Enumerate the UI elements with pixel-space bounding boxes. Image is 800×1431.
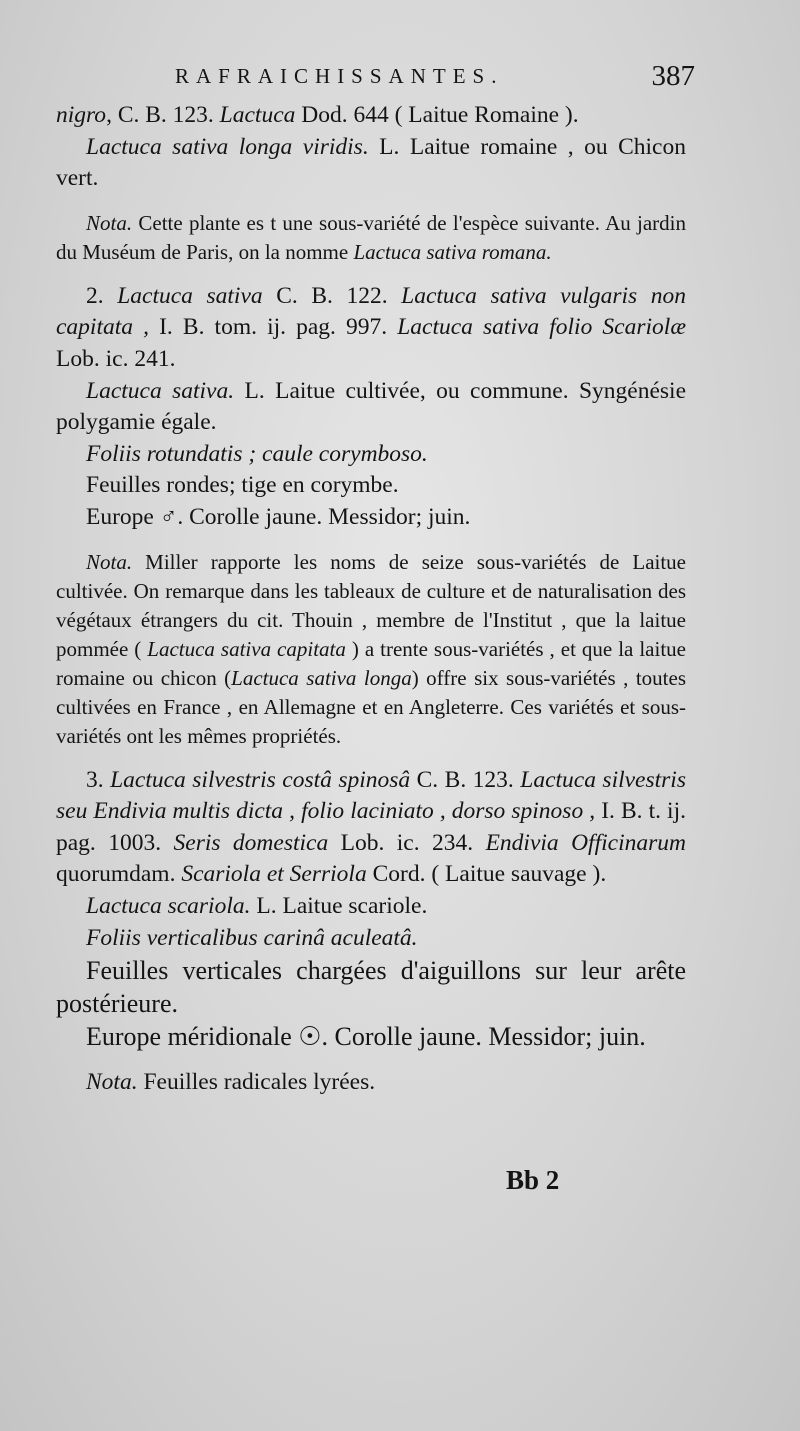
paragraph-2: Lactuca sativa longa viridis. L. Laitue romaine , ou Chicon vert.: [56, 133, 686, 192]
paragraph-14: Europe méridionale ☉. Corolle jaune. Messidor; juin.: [86, 1022, 646, 1052]
paragraph-5: Lactuca sativa. L. Laitue cultivée, ou commune. Syngénésie polygamie égale.: [56, 377, 686, 436]
running-head: RAFRAICHISSANTES.: [175, 64, 504, 88]
page-body: [56, 100, 686, 1099]
paragraph-12: Foliis verticalibus carinâ aculeatâ.: [86, 924, 418, 951]
page-number: 387: [651, 60, 695, 92]
paragraph-8: Europe ♂. Corolle jaune. Messidor; juin.: [86, 503, 471, 530]
paragraph-6: Foliis rotundatis ; caule corymboso.: [86, 440, 428, 467]
paragraph-1: nigro, C. B. 123. Lactuca Dod. 644 ( Laitue Romaine ).: [56, 102, 579, 128]
nota-3: Nota. Feuilles radicales lyrées.: [86, 1069, 376, 1096]
paragraph-13: Feuilles verticales chargées d'aiguillons sur leur arête postérieure.: [56, 956, 686, 1019]
entry-3: 3. Lactuca silvestris costâ spinosâ C. B. 123. Lactuca silvestris seu Endivia multis dicta , folio laciniato , dorso spinoso , I. B. t. ij. pag. 1003. Seris domestica Lob. ic. 234. Endivia Officinarum quorumdam. Scariola et Serriola Cord. ( Laitue sauvage ).: [56, 766, 686, 888]
nota-2: Nota. Miller rapporte les noms de seize sous-variétés de Laitue cultivée. On remarque dans les tableaux de culture et de naturalisation des végétaux étrangers du cit. Thouin , membre de l'Institut , que la laitue pommée ( Lactuca sativa capitata ) a trente sous-variétés , et que la laitue romaine ou chicon (Lactuca sativa longa) offre six sous-variétés , toutes cultivées en France , en Allemagne et en Angleterre. Ces variétés et sous-variétés ont les mêmes propriétés.: [56, 549, 686, 748]
paragraph-7: Feuilles rondes; tige en corymbe.: [86, 472, 399, 499]
nota-1: Nota. Cette plante es t une sous-variété de l'espèce suivante. Au jardin du Muséum de Paris, on la nomme Lactuca sativa romana.: [56, 210, 686, 264]
entry-2: 2. Lactuca sativa C. B. 122. Lactuca sativa vulgaris non capitata , I. B. tom. ij. pag. 997. Lactuca sativa folio Scariolæ Lob. ic. 241.: [56, 282, 687, 372]
paragraph-11: Lactuca scariola. L. Laitue scariole.: [86, 892, 428, 919]
signature-mark: Bb 2: [506, 1165, 560, 1195]
page-header: [175, 60, 695, 100]
